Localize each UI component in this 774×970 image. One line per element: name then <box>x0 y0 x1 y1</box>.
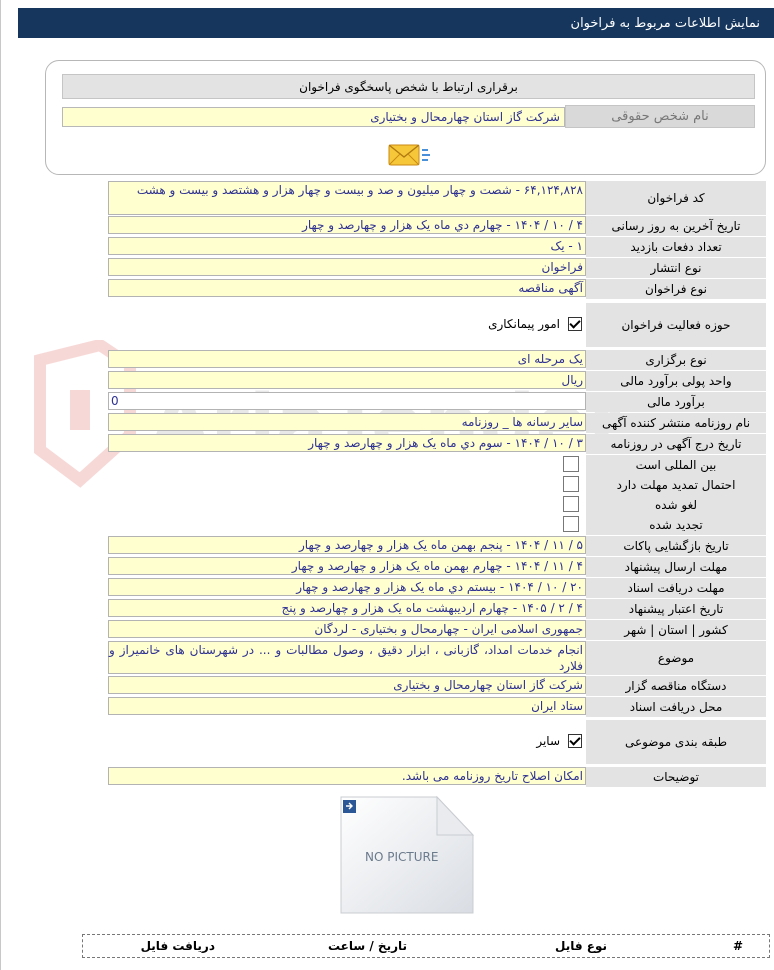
col-download: دریافت فایل <box>140 939 215 953</box>
label-notes: توضیحات <box>586 767 766 787</box>
col-type: نوع فایل <box>555 939 607 953</box>
label-location: کشور | استان | شهر <box>586 620 766 640</box>
label-renewed: تجدید شده <box>586 515 766 535</box>
label-docs-place: محل دریافت اسناد <box>586 697 766 717</box>
row-code <box>108 181 766 215</box>
label-last-update: تاریخ آخرین به روز رسانی <box>586 216 766 236</box>
row-renewed <box>108 515 766 535</box>
value-docs-place: ستاد ایران <box>108 697 586 715</box>
label-send-deadline: مهلت ارسال پیشنهاد <box>586 557 766 577</box>
label-validity: تاریخ اعتبار پیشنهاد <box>586 599 766 619</box>
row-organizer <box>108 676 766 696</box>
mail-icon[interactable] <box>386 139 432 171</box>
category-text: سایر <box>536 734 560 748</box>
row-currency <box>108 371 766 391</box>
renewed-checkbox[interactable] <box>563 516 579 532</box>
value-last-update: ۴ / ۱۰ / ۱۴۰۴ - چهارم دي ماه يک هزار و چهارصد و چهار <box>108 216 586 234</box>
page-header <box>18 8 774 38</box>
contact-title-button[interactable]: برقراری ارتباط با شخص پاسخگوی فراخوان <box>62 74 755 99</box>
row-ad-date <box>108 434 766 454</box>
value-visits: ۱ - یک <box>108 237 586 255</box>
label-holding-type: نوع برگزاری <box>586 350 766 370</box>
label-extension: احتمال تمدید مهلت دارد <box>586 475 766 495</box>
value-notes: امکان اصلاح تاریخ روزنامه می باشد. <box>108 767 586 785</box>
value-currency: ریال <box>108 371 586 389</box>
label-newspaper: نام روزنامه منتشر کننده آگهی <box>586 413 766 433</box>
col-date: تاریخ / ساعت <box>327 939 407 953</box>
label-visits: تعداد دفعات بازدید <box>586 237 766 257</box>
row-docs-deadline <box>108 578 766 598</box>
row-last-update <box>108 216 766 236</box>
value-estimate: 0 <box>108 392 586 410</box>
row-opening-date <box>108 536 766 556</box>
col-num: # <box>732 939 743 953</box>
row-location <box>108 620 766 640</box>
value-newspaper: سایر رسانه ها _ روزنامه <box>108 413 586 431</box>
value-send-deadline: ۴ / ۱۱ / ۱۴۰۴ - چهارم بهمن ماه يک هزار و چهارصد و چهار <box>108 557 586 575</box>
activity-text: امور پیمانکاری <box>488 317 560 331</box>
no-picture-text: NO PICTURE <box>365 850 439 864</box>
label-currency: واحد پولی برآورد مالی <box>586 371 766 391</box>
files-table-header <box>82 934 770 958</box>
contact-row <box>62 105 755 128</box>
label-international: بین المللی است <box>586 455 766 475</box>
cancelled-checkbox[interactable] <box>563 496 579 512</box>
label-category: طبقه بندی موضوعی <box>586 720 766 764</box>
row-estimate <box>108 392 766 412</box>
value-publish-type: فراخوان <box>108 258 586 276</box>
label-cancelled: لغو شده <box>586 495 766 515</box>
row-category <box>108 720 766 764</box>
row-send-deadline <box>108 557 766 577</box>
row-validity <box>108 599 766 619</box>
row-subject <box>108 641 766 675</box>
label-estimate: برآورد مالی <box>586 392 766 412</box>
value-organizer: شرکت گاز استان چهارمحال و بختیاری <box>108 676 586 694</box>
value-docs-deadline: ۲۰ / ۱۰ / ۱۴۰۴ - بیستم دي ماه يک هزار و چهارصد و چهار <box>108 578 586 596</box>
label-code: کد فراخوان <box>586 181 766 215</box>
value-opening-date: ۵ / ۱۱ / ۱۴۰۴ - پنجم بهمن ماه يک هزار و چهارصد و چهار <box>108 536 586 554</box>
category-checkbox[interactable] <box>568 734 582 748</box>
activity-checkbox[interactable] <box>568 317 582 331</box>
row-international <box>108 455 766 475</box>
no-picture-image <box>337 795 477 915</box>
row-visits <box>108 237 766 257</box>
label-activity: حوزه فعالیت فراخوان <box>586 303 766 347</box>
row-call-type <box>108 279 766 299</box>
label-publish-type: نوع انتشار <box>586 258 766 278</box>
value-code: ۶۴,۱۲۴,۸۲۸ - شصت و چهار میلیون و صد و بیست و چهار هزار و هشتصد و بیست و هشت <box>108 181 586 215</box>
row-cancelled <box>108 495 766 515</box>
value-location: جمهوری اسلامی ایران - چهارمحال و بختیاری - لردگان <box>108 620 586 638</box>
value-call-type: آگهی مناقصه <box>108 279 586 297</box>
contact-panel <box>45 60 766 175</box>
row-publish-type <box>108 258 766 278</box>
row-activity <box>108 303 766 347</box>
page-title: نمایش اطلاعات مربوط به فراخوان <box>570 15 760 31</box>
label-ad-date: تاریخ درج آگهی در روزنامه <box>586 434 766 454</box>
value-subject: انجام خدمات امداد، گازبانی ، ابزار دقیق ، وصول مطالبات و ... در شهرستان های خانمیراز و فلارد <box>108 641 586 674</box>
extension-checkbox[interactable] <box>563 476 579 492</box>
label-opening-date: تاریخ بازگشایی پاکات <box>586 536 766 556</box>
value-validity: ۴ / ۲ / ۱۴۰۵ - چهارم ارديبهشت ماه يک هزار و چهارصد و پنج <box>108 599 586 617</box>
label-docs-deadline: مهلت دریافت اسناد <box>586 578 766 598</box>
contact-label: نام شخص حقوقی <box>565 105 755 128</box>
row-holding-type <box>108 350 766 370</box>
value-ad-date: ۳ / ۱۰ / ۱۴۰۴ - سوم دي ماه يک هزار و چهارصد و چهار <box>108 434 586 452</box>
international-checkbox[interactable] <box>563 456 579 472</box>
row-newspaper <box>108 413 766 433</box>
row-notes <box>108 767 766 787</box>
page-left-border <box>0 0 1 970</box>
label-call-type: نوع فراخوان <box>586 279 766 299</box>
contact-value: شرکت گاز استان چهارمحال و بختیاری <box>62 107 565 127</box>
row-docs-place <box>108 697 766 717</box>
value-holding-type: یک مرحله ای <box>108 350 586 368</box>
label-subject: موضوع <box>586 641 766 675</box>
label-organizer: دستگاه مناقصه گزار <box>586 676 766 696</box>
row-extension <box>108 475 766 495</box>
